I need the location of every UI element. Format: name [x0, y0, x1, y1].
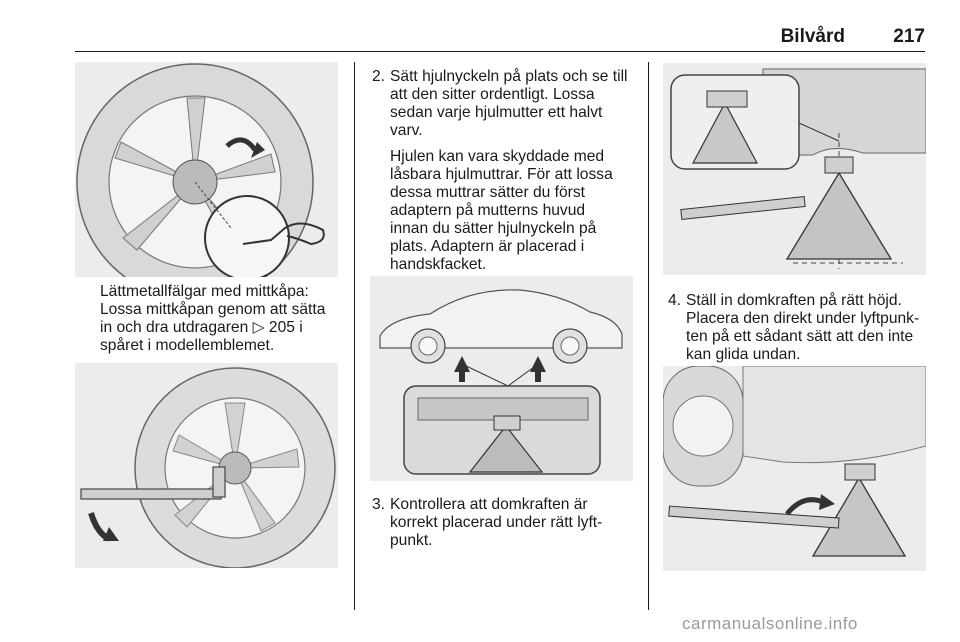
caption-line: spåret i modellemblemet. — [100, 337, 275, 354]
text-line: Hjulen kan vara skyddade med — [390, 148, 605, 165]
column-divider-1 — [354, 62, 355, 610]
illustration-jack-position — [663, 63, 926, 275]
section-title: Bilvård — [780, 26, 845, 47]
figure-jack-position — [663, 63, 926, 275]
step-paragraph — [390, 68, 642, 140]
step-number: 2. — [372, 68, 386, 85]
column-divider-2 — [648, 62, 649, 610]
page-number: 217 — [893, 26, 925, 47]
step-body — [390, 68, 642, 282]
text-line: sedan varje hjulmutter ett halvt — [390, 104, 603, 121]
text-line: handskfacket. — [390, 256, 487, 273]
text-line: punkt. — [390, 532, 433, 549]
text-line: innan du sätter hjulnyckeln på — [390, 220, 597, 237]
text-line: låsbara hjulmuttrar. För att lossa — [390, 166, 613, 183]
illustration-wheel-hubcap — [75, 62, 338, 277]
figure-car-lift-points — [370, 276, 633, 481]
illustration-wheel-wrench — [75, 363, 338, 568]
text-line: ten på ett sådant sätt att den inte — [686, 328, 914, 345]
text-line: kan glida undan. — [686, 346, 801, 363]
page-header — [75, 24, 925, 52]
text-line: korrekt placerad under rätt lyft- — [390, 514, 603, 531]
step-body — [686, 292, 928, 364]
step-body — [390, 496, 642, 550]
step-paragraph — [390, 148, 642, 274]
caption-hubcap — [100, 283, 340, 355]
text-line: varv. — [390, 122, 423, 139]
text-line: Ställ in domkraften på rätt höjd. — [686, 292, 902, 309]
figure-wheel-wrench — [75, 363, 338, 568]
text-line: Placera den direkt under lyftpunk- — [686, 310, 920, 327]
illustration-car-lift-points — [370, 276, 633, 481]
figure-jack-crank — [663, 366, 926, 571]
caption-line: Lossa mittkåpan genom att sätta — [100, 301, 326, 318]
text-line: adaptern på mutterns huvud — [390, 202, 586, 219]
figure-alloy-wheel-hubcap — [75, 62, 338, 277]
text-line: Sätt hjulnyckeln på plats och se till — [390, 68, 628, 85]
illustration-jack-crank — [663, 366, 926, 571]
header-rule — [75, 51, 925, 53]
step-number: 4. — [668, 292, 682, 309]
watermark: carmanualsonline.info — [682, 614, 858, 633]
step-number: 3. — [372, 496, 386, 513]
caption-line: Lättmetallfälgar med mittkåpa: — [100, 283, 309, 300]
caption-line: in och dra utdragaren ▷ 205 i — [100, 319, 303, 336]
text-line: plats. Adaptern är placerad i — [390, 238, 585, 255]
text-line: att den sitter ordentligt. Lossa — [390, 86, 595, 103]
text-line: dessa muttrar sätter du först — [390, 184, 585, 201]
text-line: Kontrollera att domkraften är — [390, 496, 588, 513]
